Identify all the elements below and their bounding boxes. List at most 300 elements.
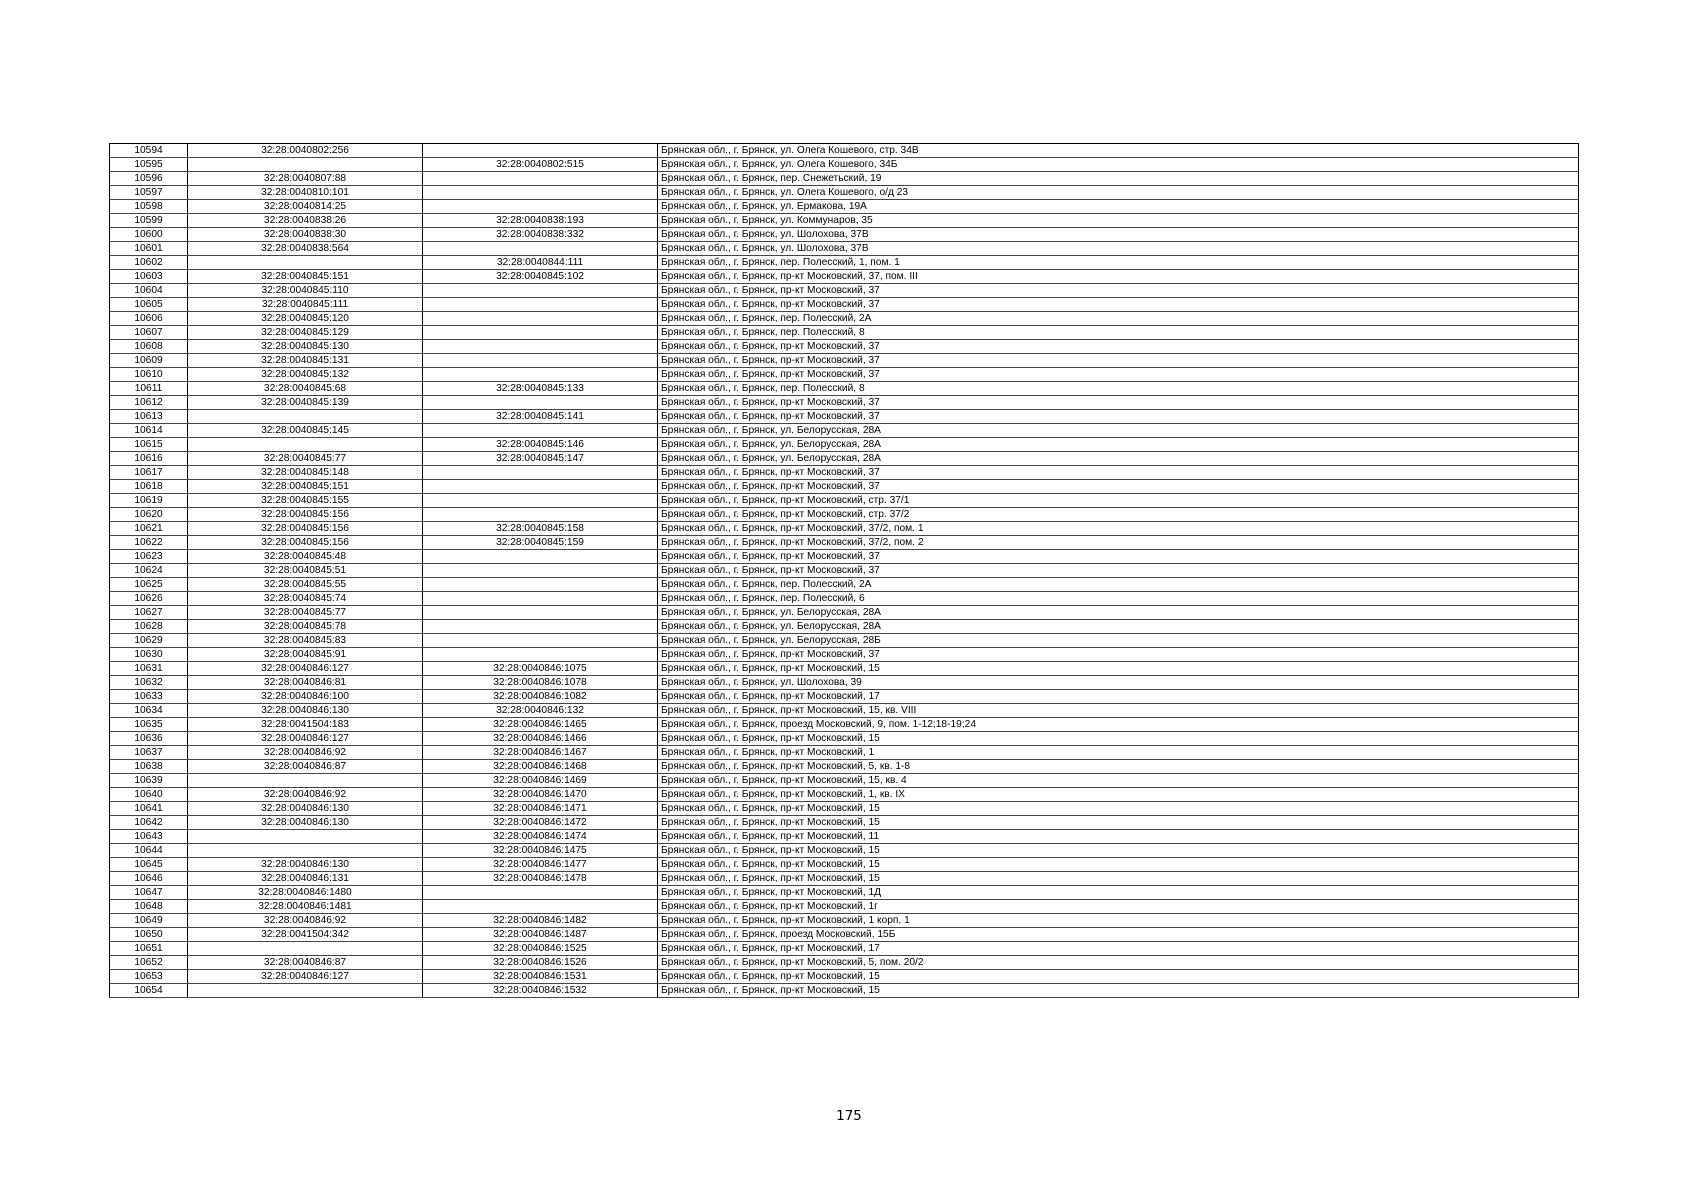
related-cadastral-number-cell: 32:28:0040846:1474: [423, 830, 658, 844]
address-cell: Брянская обл., г. Брянск, ул. Ермакова, 19А: [658, 200, 1579, 214]
table-row: [110, 844, 1579, 858]
table-row: [110, 522, 1579, 536]
related-cadastral-number-cell: [423, 466, 658, 480]
related-cadastral-number-cell: [423, 396, 658, 410]
table-row: [110, 956, 1579, 970]
address-cell: Брянская обл., г. Брянск, пр-кт Московский, 37, пом. III: [658, 270, 1579, 284]
table-row: [110, 172, 1579, 186]
related-cadastral-number-cell: [423, 592, 658, 606]
cadastral-number-cell: 32:28:0040814:25: [188, 200, 423, 214]
cadastral-number-cell: 32:28:0040845:91: [188, 648, 423, 662]
cadastral-number-cell: 32:28:0040845:132: [188, 368, 423, 382]
related-cadastral-number-cell: [423, 242, 658, 256]
table-row: [110, 774, 1579, 788]
row-number-cell: 10651: [110, 942, 188, 956]
cadastral-number-cell: 32:28:0040845:129: [188, 326, 423, 340]
table-row: [110, 872, 1579, 886]
related-cadastral-number-cell: 32:28:0040846:1487: [423, 928, 658, 942]
related-cadastral-number-cell: [423, 508, 658, 522]
address-cell: Брянская обл., г. Брянск, пр-кт Московский, 15: [658, 858, 1579, 872]
table-row: [110, 536, 1579, 550]
table-row: [110, 214, 1579, 228]
row-number-cell: 10652: [110, 956, 188, 970]
address-cell: Брянская обл., г. Брянск, пр-кт Московский, 15, кв. 4: [658, 774, 1579, 788]
address-cell: Брянская обл., г. Брянск, пр-кт Московский, 37: [658, 368, 1579, 382]
table-row: [110, 816, 1579, 830]
related-cadastral-number-cell: 32:28:0040802:515: [423, 158, 658, 172]
cadastral-number-cell: 32:28:0040845:148: [188, 466, 423, 480]
related-cadastral-number-cell: [423, 312, 658, 326]
cadastral-number-cell: 32:28:0040845:77: [188, 452, 423, 466]
related-cadastral-number-cell: [423, 550, 658, 564]
related-cadastral-number-cell: [423, 354, 658, 368]
address-cell: Брянская обл., г. Брянск, проезд Московский, 9, пом. 1-12;18-19;24: [658, 718, 1579, 732]
cadastral-number-cell: 32:28:0040845:74: [188, 592, 423, 606]
related-cadastral-number-cell: 32:28:0040838:193: [423, 214, 658, 228]
address-cell: Брянская обл., г. Брянск, пр-кт Московский, стр. 37/1: [658, 494, 1579, 508]
registry-table-body: [110, 144, 1579, 998]
cadastral-number-cell: 32:28:0040846:130: [188, 816, 423, 830]
row-number-cell: 10627: [110, 606, 188, 620]
address-cell: Брянская обл., г. Брянск, пр-кт Московский, 1г: [658, 900, 1579, 914]
row-number-cell: 10625: [110, 578, 188, 592]
address-cell: Брянская обл., г. Брянск, ул. Коммунаров, 35: [658, 214, 1579, 228]
related-cadastral-number-cell: [423, 172, 658, 186]
cadastral-number-cell: 32:28:0040846:81: [188, 676, 423, 690]
row-number-cell: 10605: [110, 298, 188, 312]
address-cell: Брянская обл., г. Брянск, пр-кт Московский, 11: [658, 830, 1579, 844]
row-number-cell: 10606: [110, 312, 188, 326]
related-cadastral-number-cell: [423, 340, 658, 354]
address-cell: Брянская обл., г. Брянск, пр-кт Московский, 15: [658, 802, 1579, 816]
address-cell: Брянская обл., г. Брянск, пер. Полесский, 6: [658, 592, 1579, 606]
table-row: [110, 354, 1579, 368]
related-cadastral-number-cell: 32:28:0040846:1467: [423, 746, 658, 760]
row-number-cell: 10618: [110, 480, 188, 494]
page-number: 175: [836, 1108, 862, 1124]
row-number-cell: 10626: [110, 592, 188, 606]
table-row: [110, 396, 1579, 410]
table-row: [110, 200, 1579, 214]
table-row: [110, 718, 1579, 732]
row-number-cell: 10634: [110, 704, 188, 718]
table-row: [110, 620, 1579, 634]
cadastral-number-cell: 32:28:0040845:110: [188, 284, 423, 298]
row-number-cell: 10642: [110, 816, 188, 830]
cadastral-number-cell: 32:28:0040846:87: [188, 956, 423, 970]
address-cell: Брянская обл., г. Брянск, пр-кт Московский, 37: [658, 648, 1579, 662]
related-cadastral-number-cell: [423, 494, 658, 508]
row-number-cell: 10597: [110, 186, 188, 200]
address-cell: Брянская обл., г. Брянск, пр-кт Московский, 37: [658, 410, 1579, 424]
registry-table: [109, 143, 1579, 998]
table-row: [110, 410, 1579, 424]
cadastral-number-cell: 32:28:0040845:151: [188, 270, 423, 284]
table-row: [110, 438, 1579, 452]
row-number-cell: 10640: [110, 788, 188, 802]
cadastral-number-cell: 32:28:0040846:127: [188, 662, 423, 676]
row-number-cell: 10600: [110, 228, 188, 242]
address-cell: Брянская обл., г. Брянск, пр-кт Московский, стр. 37/2: [658, 508, 1579, 522]
cadastral-number-cell: [188, 410, 423, 424]
row-number-cell: 10638: [110, 760, 188, 774]
cadastral-number-cell: 32:28:0040846:1480: [188, 886, 423, 900]
table-row: [110, 564, 1579, 578]
related-cadastral-number-cell: 32:28:0040846:1075: [423, 662, 658, 676]
row-number-cell: 10644: [110, 844, 188, 858]
row-number-cell: 10633: [110, 690, 188, 704]
related-cadastral-number-cell: [423, 284, 658, 298]
row-number-cell: 10621: [110, 522, 188, 536]
address-cell: Брянская обл., г. Брянск, пр-кт Московский, 15: [658, 970, 1579, 984]
table-row: [110, 830, 1579, 844]
address-cell: Брянская обл., г. Брянск, пр-кт Московский, 1: [658, 746, 1579, 760]
row-number-cell: 10646: [110, 872, 188, 886]
table-row: [110, 970, 1579, 984]
cadastral-number-cell: 32:28:0041504:342: [188, 928, 423, 942]
table-row: [110, 340, 1579, 354]
related-cadastral-number-cell: [423, 634, 658, 648]
table-row: [110, 452, 1579, 466]
address-cell: Брянская обл., г. Брянск, пер. Полесский, 8: [658, 326, 1579, 340]
cadastral-number-cell: 32:28:0040845:145: [188, 424, 423, 438]
row-number-cell: 10654: [110, 984, 188, 998]
related-cadastral-number-cell: 32:28:0040846:1525: [423, 942, 658, 956]
related-cadastral-number-cell: [423, 886, 658, 900]
table-row: [110, 578, 1579, 592]
address-cell: Брянская обл., г. Брянск, пр-кт Московский, 37: [658, 284, 1579, 298]
cadastral-number-cell: 32:28:0040838:26: [188, 214, 423, 228]
related-cadastral-number-cell: 32:28:0040846:1526: [423, 956, 658, 970]
table-row: [110, 466, 1579, 480]
address-cell: Брянская обл., г. Брянск, пр-кт Московский, 15: [658, 872, 1579, 886]
table-row: [110, 802, 1579, 816]
table-row: [110, 480, 1579, 494]
address-cell: Брянская обл., г. Брянск, пр-кт Московский, 1Д: [658, 886, 1579, 900]
address-cell: Брянская обл., г. Брянск, пр-кт Московский, 37: [658, 354, 1579, 368]
related-cadastral-number-cell: [423, 578, 658, 592]
related-cadastral-number-cell: 32:28:0040845:133: [423, 382, 658, 396]
table-row: [110, 242, 1579, 256]
row-number-cell: 10611: [110, 382, 188, 396]
address-cell: Брянская обл., г. Брянск, пр-кт Московский, 37: [658, 480, 1579, 494]
address-cell: Брянская обл., г. Брянск, пр-кт Московский, 15: [658, 816, 1579, 830]
related-cadastral-number-cell: [423, 648, 658, 662]
related-cadastral-number-cell: 32:28:0040845:147: [423, 452, 658, 466]
cadastral-number-cell: 32:28:0040802:256: [188, 144, 423, 158]
row-number-cell: 10613: [110, 410, 188, 424]
related-cadastral-number-cell: 32:28:0040846:1082: [423, 690, 658, 704]
table-row: [110, 746, 1579, 760]
address-cell: Брянская обл., г. Брянск, пер. Снежетьский, 19: [658, 172, 1579, 186]
address-cell: Брянская обл., г. Брянск, пер. Полесский, 2А: [658, 578, 1579, 592]
cadastral-number-cell: 32:28:0040846:92: [188, 788, 423, 802]
cadastral-number-cell: [188, 844, 423, 858]
row-number-cell: 10612: [110, 396, 188, 410]
cadastral-number-cell: 32:28:0040845:55: [188, 578, 423, 592]
row-number-cell: 10620: [110, 508, 188, 522]
cadastral-number-cell: 32:28:0040846:130: [188, 802, 423, 816]
cadastral-number-cell: [188, 830, 423, 844]
row-number-cell: 10631: [110, 662, 188, 676]
related-cadastral-number-cell: [423, 368, 658, 382]
cadastral-number-cell: 32:28:0040845:139: [188, 396, 423, 410]
row-number-cell: 10639: [110, 774, 188, 788]
table-row: [110, 508, 1579, 522]
row-number-cell: 10624: [110, 564, 188, 578]
cadastral-number-cell: 32:28:0040838:564: [188, 242, 423, 256]
related-cadastral-number-cell: 32:28:0040846:1475: [423, 844, 658, 858]
cadastral-number-cell: 32:28:0040845:68: [188, 382, 423, 396]
row-number-cell: 10649: [110, 914, 188, 928]
related-cadastral-number-cell: 32:28:0040846:1478: [423, 872, 658, 886]
related-cadastral-number-cell: 32:28:0040845:158: [423, 522, 658, 536]
cadastral-number-cell: 32:28:0040845:120: [188, 312, 423, 326]
address-cell: Брянская обл., г. Брянск, пр-кт Московский, 37: [658, 550, 1579, 564]
related-cadastral-number-cell: 32:28:0040846:1532: [423, 984, 658, 998]
row-number-cell: 10645: [110, 858, 188, 872]
row-number-cell: 10596: [110, 172, 188, 186]
address-cell: Брянская обл., г. Брянск, пр-кт Московский, 37: [658, 298, 1579, 312]
cadastral-number-cell: 32:28:0040845:130: [188, 340, 423, 354]
table-row: [110, 270, 1579, 284]
row-number-cell: 10602: [110, 256, 188, 270]
table-row: [110, 732, 1579, 746]
row-number-cell: 10595: [110, 158, 188, 172]
cadastral-number-cell: 32:28:0040846:127: [188, 970, 423, 984]
related-cadastral-number-cell: 32:28:0040845:159: [423, 536, 658, 550]
related-cadastral-number-cell: 32:28:0040846:1465: [423, 718, 658, 732]
table-row: [110, 634, 1579, 648]
related-cadastral-number-cell: 32:28:0040846:1468: [423, 760, 658, 774]
cadastral-number-cell: 32:28:0040846:100: [188, 690, 423, 704]
cadastral-number-cell: 32:28:0040845:156: [188, 508, 423, 522]
address-cell: Брянская обл., г. Брянск, проезд Московский, 15Б: [658, 928, 1579, 942]
related-cadastral-number-cell: 32:28:0040846:1469: [423, 774, 658, 788]
related-cadastral-number-cell: [423, 200, 658, 214]
cadastral-number-cell: 32:28:0040846:92: [188, 746, 423, 760]
address-cell: Брянская обл., г. Брянск, ул. Белорусская, 28А: [658, 452, 1579, 466]
table-row: [110, 606, 1579, 620]
address-cell: Брянская обл., г. Брянск, пр-кт Московский, 15, кв. VIII: [658, 704, 1579, 718]
cadastral-number-cell: 32:28:0040846:131: [188, 872, 423, 886]
table-row: [110, 382, 1579, 396]
cadastral-number-cell: 32:28:0040845:111: [188, 298, 423, 312]
table-row: [110, 886, 1579, 900]
address-cell: Брянская обл., г. Брянск, пр-кт Московский, 5, кв. 1-8: [658, 760, 1579, 774]
table-row: [110, 858, 1579, 872]
table-row: [110, 592, 1579, 606]
address-cell: Брянская обл., г. Брянск, пр-кт Московский, 37: [658, 396, 1579, 410]
cadastral-number-cell: 32:28:0040807:88: [188, 172, 423, 186]
row-number-cell: 10628: [110, 620, 188, 634]
table-row: [110, 256, 1579, 270]
address-cell: Брянская обл., г. Брянск, пр-кт Московский, 15: [658, 844, 1579, 858]
row-number-cell: 10653: [110, 970, 188, 984]
cadastral-number-cell: 32:28:0040846:92: [188, 914, 423, 928]
table-row: [110, 158, 1579, 172]
address-cell: Брянская обл., г. Брянск, ул. Белорусская, 28А: [658, 620, 1579, 634]
table-row: [110, 662, 1579, 676]
table-row: [110, 186, 1579, 200]
address-cell: Брянская обл., г. Брянск, пр-кт Московский, 37/2, пом. 2: [658, 536, 1579, 550]
address-cell: Брянская обл., г. Брянск, ул. Белорусская, 28Б: [658, 634, 1579, 648]
related-cadastral-number-cell: [423, 424, 658, 438]
cadastral-number-cell: 32:28:0040810:101: [188, 186, 423, 200]
cadastral-number-cell: 32:28:0040845:77: [188, 606, 423, 620]
cadastral-number-cell: 32:28:0040845:48: [188, 550, 423, 564]
table-row: [110, 676, 1579, 690]
related-cadastral-number-cell: 32:28:0040846:1470: [423, 788, 658, 802]
cadastral-number-cell: 32:28:0040845:51: [188, 564, 423, 578]
address-cell: Брянская обл., г. Брянск, ул. Белорусская, 28А: [658, 606, 1579, 620]
table-row: [110, 144, 1579, 158]
row-number-cell: 10643: [110, 830, 188, 844]
address-cell: Брянская обл., г. Брянск, ул. Олега Кошевого, стр. 34В: [658, 144, 1579, 158]
related-cadastral-number-cell: [423, 606, 658, 620]
cadastral-number-cell: 32:28:0040846:127: [188, 732, 423, 746]
related-cadastral-number-cell: [423, 144, 658, 158]
row-number-cell: 10614: [110, 424, 188, 438]
table-row: [110, 424, 1579, 438]
address-cell: Брянская обл., г. Брянск, ул. Шолохова, 37В: [658, 242, 1579, 256]
table-row: [110, 326, 1579, 340]
row-number-cell: 10622: [110, 536, 188, 550]
table-row: [110, 550, 1579, 564]
row-number-cell: 10647: [110, 886, 188, 900]
cadastral-number-cell: 32:28:0040846:87: [188, 760, 423, 774]
row-number-cell: 10641: [110, 802, 188, 816]
address-cell: Брянская обл., г. Брянск, пер. Полесский, 2А: [658, 312, 1579, 326]
table-row: [110, 984, 1579, 998]
related-cadastral-number-cell: [423, 620, 658, 634]
related-cadastral-number-cell: [423, 186, 658, 200]
address-cell: Брянская обл., г. Брянск, пр-кт Московский, 17: [658, 690, 1579, 704]
cadastral-number-cell: [188, 774, 423, 788]
related-cadastral-number-cell: 32:28:0040846:1482: [423, 914, 658, 928]
address-cell: Брянская обл., г. Брянск, пр-кт Московский, 15: [658, 732, 1579, 746]
table-row: [110, 900, 1579, 914]
related-cadastral-number-cell: [423, 480, 658, 494]
row-number-cell: 10617: [110, 466, 188, 480]
row-number-cell: 10607: [110, 326, 188, 340]
address-cell: Брянская обл., г. Брянск, ул. Белорусская, 28А: [658, 424, 1579, 438]
table-row: [110, 312, 1579, 326]
cadastral-number-cell: 32:28:0040845:151: [188, 480, 423, 494]
row-number-cell: 10648: [110, 900, 188, 914]
address-cell: Брянская обл., г. Брянск, пр-кт Московский, 1 корп. 1: [658, 914, 1579, 928]
row-number-cell: 10601: [110, 242, 188, 256]
address-cell: Брянская обл., г. Брянск, ул. Шолохова, 37В: [658, 228, 1579, 242]
row-number-cell: 10637: [110, 746, 188, 760]
row-number-cell: 10636: [110, 732, 188, 746]
related-cadastral-number-cell: 32:28:0040846:1466: [423, 732, 658, 746]
address-cell: Брянская обл., г. Брянск, ул. Шолохова, 39: [658, 676, 1579, 690]
cadastral-number-cell: 32:28:0041504:183: [188, 718, 423, 732]
related-cadastral-number-cell: 32:28:0040838:332: [423, 228, 658, 242]
row-number-cell: 10650: [110, 928, 188, 942]
related-cadastral-number-cell: 32:28:0040846:1472: [423, 816, 658, 830]
table-row: [110, 648, 1579, 662]
row-number-cell: 10615: [110, 438, 188, 452]
row-number-cell: 10608: [110, 340, 188, 354]
related-cadastral-number-cell: 32:28:0040845:102: [423, 270, 658, 284]
cadastral-number-cell: 32:28:0040846:130: [188, 704, 423, 718]
related-cadastral-number-cell: 32:28:0040846:1471: [423, 802, 658, 816]
address-cell: Брянская обл., г. Брянск, пр-кт Московский, 37: [658, 564, 1579, 578]
row-number-cell: 10609: [110, 354, 188, 368]
related-cadastral-number-cell: 32:28:0040846:1078: [423, 676, 658, 690]
related-cadastral-number-cell: 32:28:0040846:1477: [423, 858, 658, 872]
row-number-cell: 10610: [110, 368, 188, 382]
row-number-cell: 10635: [110, 718, 188, 732]
related-cadastral-number-cell: 32:28:0040845:141: [423, 410, 658, 424]
cadastral-number-cell: 32:28:0040845:156: [188, 536, 423, 550]
cadastral-number-cell: 32:28:0040845:155: [188, 494, 423, 508]
table-row: [110, 298, 1579, 312]
related-cadastral-number-cell: 32:28:0040844:111: [423, 256, 658, 270]
address-cell: Брянская обл., г. Брянск, пр-кт Московский, 15: [658, 662, 1579, 676]
address-cell: Брянская обл., г. Брянск, пр-кт Московский, 17: [658, 942, 1579, 956]
table-row: [110, 942, 1579, 956]
address-cell: Брянская обл., г. Брянск, ул. Олега Кошевого, о/д 23: [658, 186, 1579, 200]
address-cell: Брянская обл., г. Брянск, ул. Белорусская, 28А: [658, 438, 1579, 452]
table-row: [110, 228, 1579, 242]
cadastral-number-cell: [188, 256, 423, 270]
row-number-cell: 10603: [110, 270, 188, 284]
address-cell: Брянская обл., г. Брянск, пр-кт Московский, 37: [658, 340, 1579, 354]
table-row: [110, 760, 1579, 774]
table-row: [110, 284, 1579, 298]
address-cell: Брянская обл., г. Брянск, пр-кт Московский, 15: [658, 984, 1579, 998]
cadastral-number-cell: 32:28:0040846:130: [188, 858, 423, 872]
cadastral-number-cell: 32:28:0040838:30: [188, 228, 423, 242]
cadastral-number-cell: 32:28:0040845:78: [188, 620, 423, 634]
related-cadastral-number-cell: 32:28:0040846:1531: [423, 970, 658, 984]
address-cell: Брянская обл., г. Брянск, пер. Полесский, 1, пом. 1: [658, 256, 1579, 270]
related-cadastral-number-cell: [423, 326, 658, 340]
cadastral-number-cell: 32:28:0040845:131: [188, 354, 423, 368]
cadastral-number-cell: [188, 158, 423, 172]
row-number-cell: 10604: [110, 284, 188, 298]
row-number-cell: 10630: [110, 648, 188, 662]
related-cadastral-number-cell: [423, 564, 658, 578]
cadastral-number-cell: [188, 984, 423, 998]
table-row: [110, 788, 1579, 802]
cadastral-number-cell: [188, 438, 423, 452]
address-cell: Брянская обл., г. Брянск, пр-кт Московский, 1, кв. IX: [658, 788, 1579, 802]
address-cell: Брянская обл., г. Брянск, пр-кт Московский, 37/2, пом. 1: [658, 522, 1579, 536]
related-cadastral-number-cell: 32:28:0040845:146: [423, 438, 658, 452]
related-cadastral-number-cell: [423, 298, 658, 312]
address-cell: Брянская обл., г. Брянск, пер. Полесский, 8: [658, 382, 1579, 396]
related-cadastral-number-cell: 32:28:0040846:132: [423, 704, 658, 718]
row-number-cell: 10599: [110, 214, 188, 228]
table-row: [110, 368, 1579, 382]
address-cell: Брянская обл., г. Брянск, пр-кт Московский, 37: [658, 466, 1579, 480]
row-number-cell: 10616: [110, 452, 188, 466]
row-number-cell: 10629: [110, 634, 188, 648]
cadastral-number-cell: 32:28:0040845:156: [188, 522, 423, 536]
table-row: [110, 704, 1579, 718]
row-number-cell: 10619: [110, 494, 188, 508]
table-row: [110, 914, 1579, 928]
row-number-cell: 10632: [110, 676, 188, 690]
row-number-cell: 10598: [110, 200, 188, 214]
cadastral-number-cell: 32:28:0040845:83: [188, 634, 423, 648]
cadastral-number-cell: [188, 942, 423, 956]
related-cadastral-number-cell: [423, 900, 658, 914]
